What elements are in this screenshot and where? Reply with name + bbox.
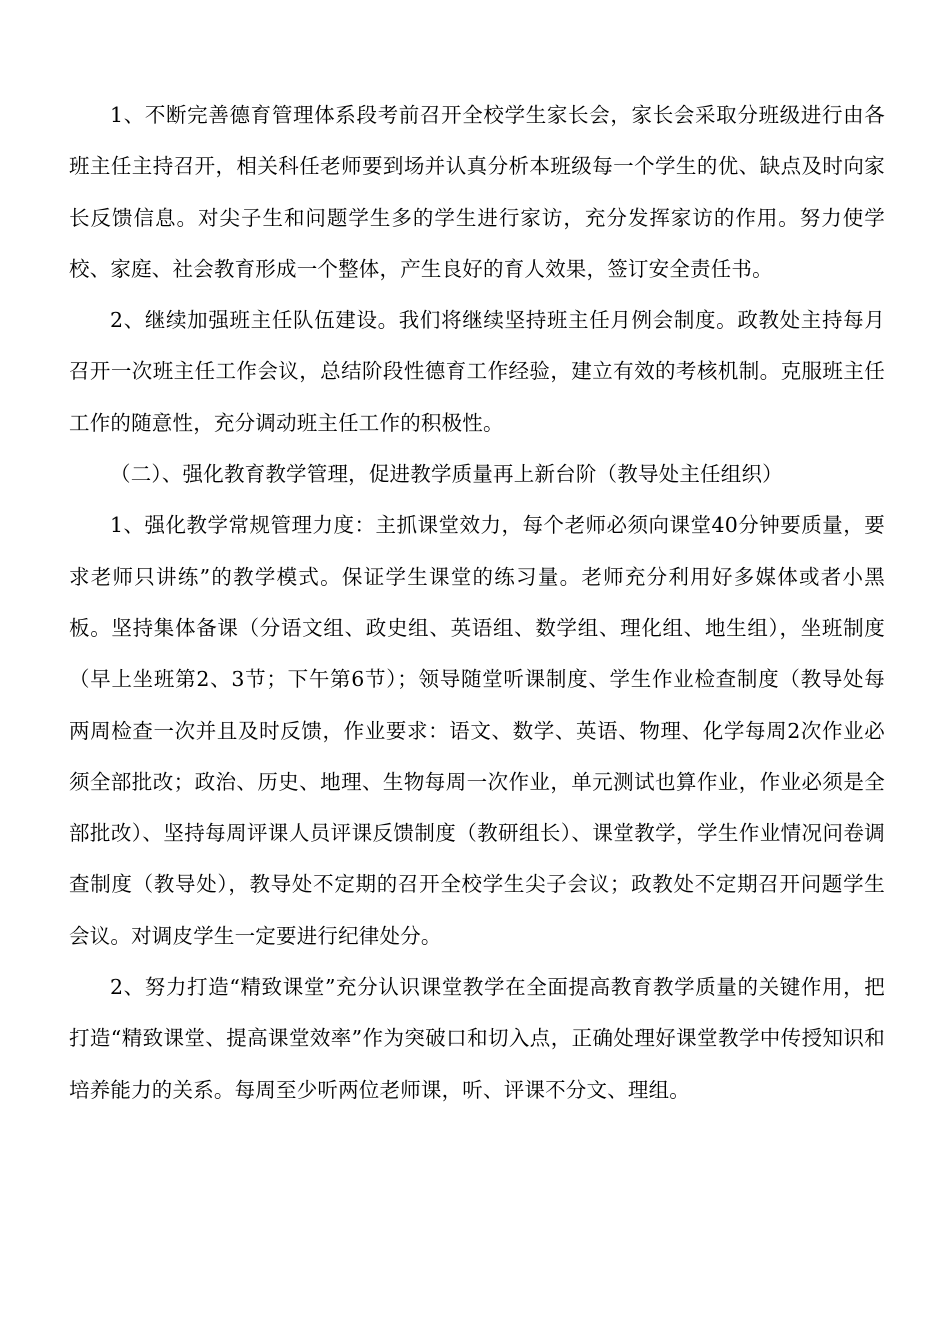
section-heading-teaching-management: （二）、强化教育教学管理，促进教学质量再上新台阶（教导处主任组织）: [110, 462, 783, 487]
paragraph-head-teacher-team: 2、继续加强班主任队伍建设。我们将继续坚持班主任月例会制度。政教处主持每月召开一次班主任工作会议，总结阶段性德育工作经验，建立有效的考核机制。克服班主任工作的随意性，充分调动班主任工作的积极性。: [69, 308, 885, 435]
paragraph-moral-management: 1、不断完善德育管理体系段考前召开全校学生家长会，家长会采取分班级进行由各班主任主持召开，相关科任老师要到场并认真分析本班级每一个学生的优、缺点及时向家长反馈信息。对尖子生和问题学生多的学生进行家访，充分发挥家访的作用。努力使学校、家庭、社会教育形成一个整体，产生良好的育人效果，签订安全责任书。: [69, 103, 885, 281]
paragraph-refined-classroom: 2、努力打造“精致课堂”充分认识课堂教学在全面提高教育教学质量的关键作用，把打造“精致课堂、提高课堂效率”作为突破口和切入点，正确处理好课堂教学中传授知识和培养能力的关系。每周至少听两位老师课，听、评课不分文、理组。: [69, 975, 885, 1102]
document-body: [69, 90, 885, 1116]
paragraph-teaching-routine: 1、强化教学常规管理力度：主抓课堂效力，每个老师必须向课堂40分钟要质量，要求老师只讲练”的教学模式。保证学生课堂的练习量。老师充分利用好多媒体或者小黑板。坚持集体备课（分语文组、政史组、英语组、数学组、理化组、地生组），坐班制度（早上坐班第2、3节；下午第6节）；领导随堂听课制度、学生作业检查制度（教导处每两周检查一次并且及时反馈，作业要求：语文、数学、英语、物理、化学每周2次作业必须全部批改；政治、历史、地理、生物每周一次作业，单元测试也算作业，作业必须是全部批改）、坚持每周评课人员评课反馈制度（教研组长）、课堂教学，学生作业情况问卷调查制度（教导处），教导处不定期的召开全校学生尖子会议；政教处不定期召开问题学生会议。对调皮学生一定要进行纪律处分。: [69, 513, 885, 948]
